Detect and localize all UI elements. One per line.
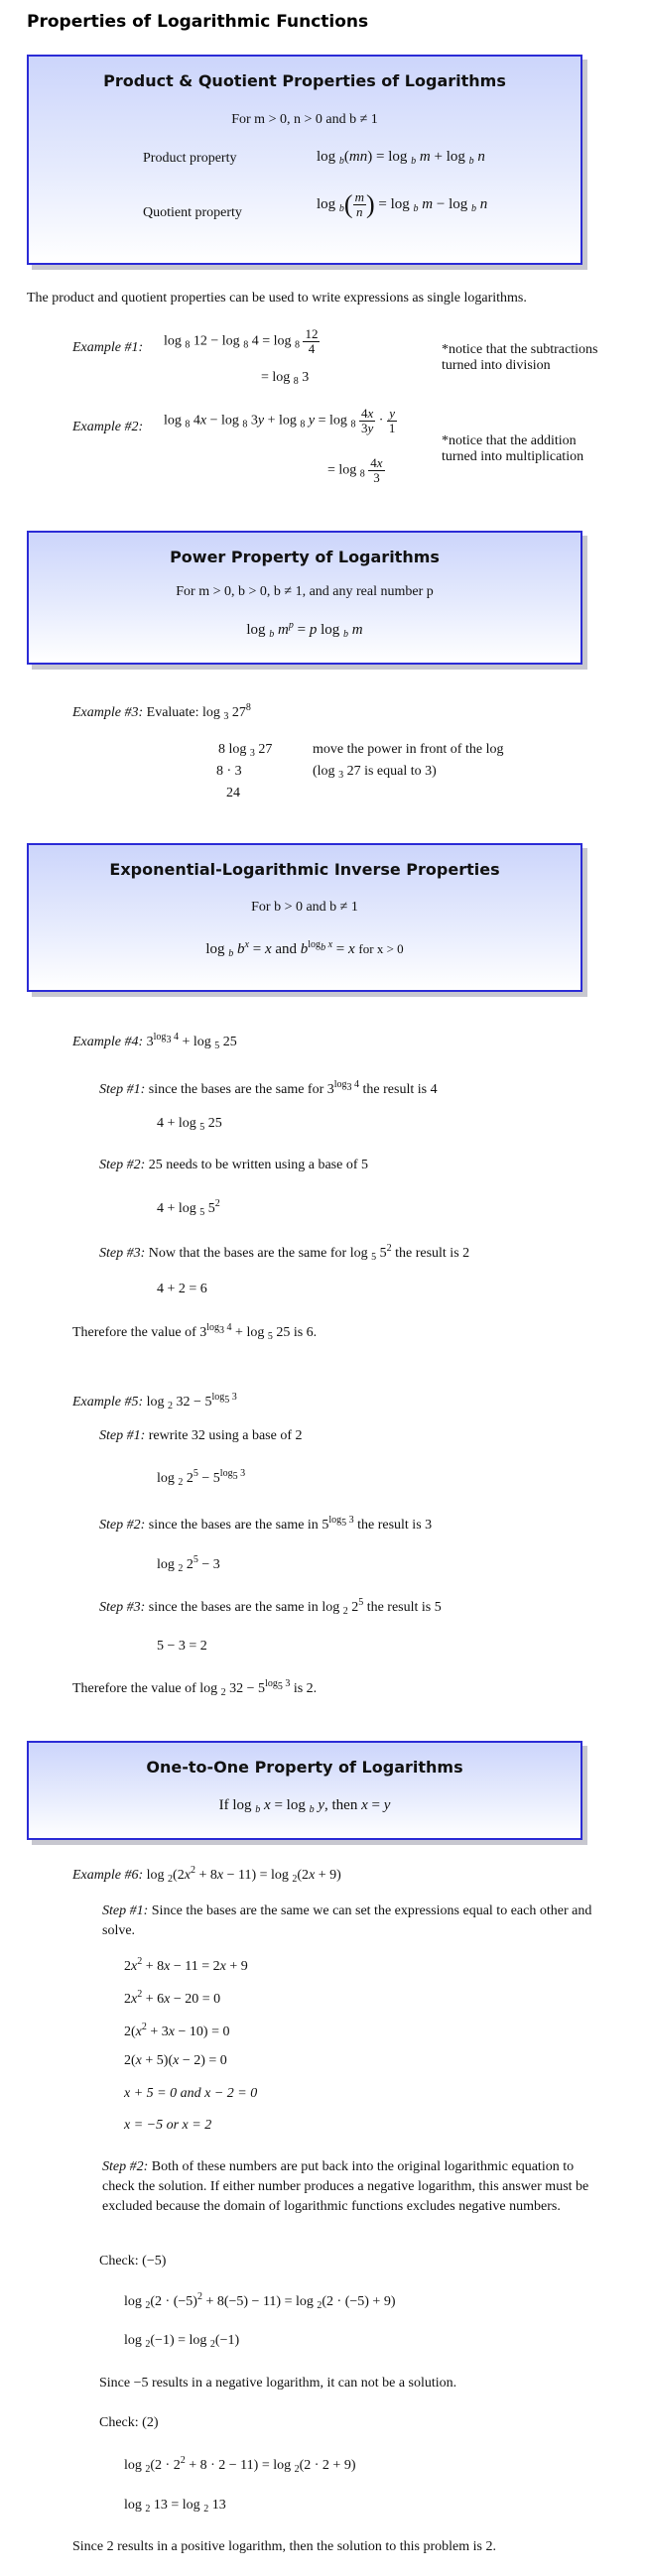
example-1-note: *notice that the subtractions turned into division bbox=[442, 342, 598, 373]
example-5-step-3-math: 5 − 3 = 2 bbox=[157, 1639, 207, 1654]
example-1-label: Example #1: bbox=[72, 340, 144, 355]
equation-row-1: $2x^2 + 8x - 11 = 2x + 9$ bbox=[124, 1956, 248, 1974]
example-5-header: Example #5: log $_2$ $32 - 5^{log_5 3}$ bbox=[72, 1392, 237, 1411]
example-5-step-2: Step #2: since the bases are the same in $5^{log_5 3}$ the result is 3 bbox=[99, 1515, 433, 1533]
page-title: Properties of Logarithmic Functions bbox=[27, 12, 369, 32]
check-1-line-1: $\log _2(2 \cdot (-5)^2 + 8(-5) - 11) = \log _2(2 \cdot (-5) + 9)$ bbox=[124, 2291, 396, 2311]
example-6-step-2: Step #2: Both of these numbers are put back into the original logarithmic equation to check the solution. If either number produces a negative logarithm, this answer must be excluded because the domain of logarithmic functions excludes negative numbers. bbox=[102, 2159, 589, 2214]
example-3-step-3: 24 bbox=[226, 786, 240, 800]
example-5-step-1-math: log $_2$ $2^5 - 5^{log_5 3}$ bbox=[157, 1468, 246, 1488]
example-3-header: Example #3: Evaluate: log $_3$ $27^8$ bbox=[72, 702, 251, 722]
product-property-formula: log $_b$(mn) = log $_b$ m + log $_b$ n bbox=[317, 149, 485, 167]
example-2-note: *notice that the addition turned into multiplication bbox=[442, 433, 584, 464]
product-quotient-property-box bbox=[27, 55, 582, 265]
check-2-line-1: $\log _2(2 \cdot 2^2 + 8 \cdot 2 - 11) = \log _2(2 \cdot 2 + 9)$ bbox=[124, 2455, 356, 2475]
inverse-properties-box bbox=[27, 843, 582, 992]
check-1-label: Check: (−5) bbox=[99, 2254, 167, 2269]
example-6-step-1: Step #1: Since the bases are the same we can set the expressions equal to each other and solve. bbox=[102, 1903, 592, 1938]
example-4-step-1: Step #1: since the bases are the same for $3^{log_3 4}$ the result is 4 bbox=[99, 1079, 438, 1097]
power-property-formula: log $_b$ $m^p = p$ log $_b$ m bbox=[246, 620, 363, 640]
power-property-box bbox=[27, 531, 582, 665]
one-to-one-property-box bbox=[27, 1741, 582, 1840]
example-4-step-3: Step #3: Now that the bases are the same for log $_5$ $5^2$ the result is 2 bbox=[99, 1243, 470, 1263]
example-2-math: log $_8$ 4x − log $_8$ 3y + log $_8$ y = log $_8$ $\frac{4x}{3y}$ · $\frac{y}{1}$ bbox=[164, 406, 396, 435]
check-1-line-2: log $_2$(−1) = log $_2$(−1) bbox=[124, 2333, 240, 2350]
example-3-note-1: move the power in front of the log bbox=[313, 742, 504, 757]
box-title: Product & Quotient Properties of Logarithms bbox=[103, 71, 506, 90]
example-5-conclusion: Therefore the value of log $_2$ $32 - 5^{log_5 3}$ is 2. bbox=[72, 1678, 318, 1698]
check-2-line-2: log $_2$ 13 = log $_2$ 13 bbox=[124, 2498, 226, 2515]
quotient-property-formula: log $_b$( $\frac{m}{n}$ ) = log $_b$ m − log $_b$ n bbox=[317, 189, 488, 219]
example-4-header: Example #4: $3^{log_3 4} + \log _5$ 25 bbox=[72, 1032, 237, 1051]
box-title: Exponential-Logarithmic Inverse Properties bbox=[109, 860, 500, 879]
example-5-step-2-math: log $_2$ $2^5 - 3$ bbox=[157, 1554, 220, 1574]
equation-row-6: x = −5 or x = 2 bbox=[124, 2118, 212, 2133]
equation-row-5: x + 5 = 0 and x − 2 = 0 bbox=[124, 2086, 258, 2101]
box-title: One-to-One Property of Logarithms bbox=[146, 1758, 463, 1777]
final-conclusion: Since 2 results in a positive logarithm, then the solution to this problem is 2. bbox=[72, 2539, 496, 2554]
example-2-label: Example #2: bbox=[72, 420, 144, 434]
box-title: Power Property of Logarithms bbox=[170, 548, 440, 566]
example-3-step-1: 8 log $_3$ 27 bbox=[218, 742, 273, 759]
box-condition: For b > 0 and b ≠ 1 bbox=[251, 900, 358, 915]
box-condition: For m > 0, b > 0, b ≠ 1, and any real number p bbox=[176, 584, 434, 599]
example-5-step-1: Step #1: rewrite 32 using a base of 2 bbox=[99, 1428, 303, 1443]
example-2-result: = log $_8$ $\frac{4x}{3}$ bbox=[327, 455, 383, 485]
intro-text: The product and quotient properties can be used to write expressions as single logarithms. bbox=[27, 291, 527, 306]
example-4-step-1-math: 4 + log $_5$ 25 bbox=[157, 1116, 222, 1133]
one-to-one-formula: If log $_b$ x = log $_b$ y, then x = y bbox=[218, 1797, 391, 1815]
check-2-label: Check: (2) bbox=[99, 2415, 159, 2430]
product-property-label: Product property bbox=[143, 151, 237, 166]
box-condition: For m > 0, n > 0 and b ≠ 1 bbox=[231, 112, 378, 127]
example-4-step-3-math: 4 + 2 = 6 bbox=[157, 1282, 207, 1296]
example-1-result: = log $_8$ 3 bbox=[261, 370, 310, 387]
example-4-conclusion: Therefore the value of $3^{log_3 4} + \log _5$ 25 is 6. bbox=[72, 1322, 318, 1342]
example-1-math: log $_8$ 12 − log $_8$ 4 = log $_8$ $\frac{12}{4}$ bbox=[164, 326, 319, 356]
example-3-note-2: (log $_3$ 27 is equal to 3) bbox=[313, 764, 437, 781]
equation-row-4: 2(x + 5)(x − 2) = 0 bbox=[124, 2053, 227, 2068]
example-4-step-2: Step #2: 25 needs to be written using a base of 5 bbox=[99, 1158, 368, 1172]
quotient-property-label: Quotient property bbox=[143, 205, 242, 220]
equation-row-2: $2x^2 + 6x - 20 = 0$ bbox=[124, 1989, 221, 2007]
check-1-conclusion: Since −5 results in a negative logarithm, it can not be a solution. bbox=[99, 2376, 457, 2391]
equation-row-3: $2(x^2 + 3x - 10) = 0$ bbox=[124, 2022, 230, 2039]
example-4-step-2-math: 4 + log $_5$ $5^2$ bbox=[157, 1198, 220, 1218]
example-3-step-2: 8 · 3 bbox=[216, 764, 242, 779]
example-6-header: Example #6: $\log _2(2x^2 + 8x - 11) = \log _2(2x + 9)$ bbox=[72, 1865, 341, 1885]
example-5-step-3: Step #3: since the bases are the same in log $_2$ $2^5$ the result is 5 bbox=[99, 1597, 442, 1617]
inverse-property-formulas: log $_b$ $b^x = x$ and $b^{log_b x} = x$ for x > 0 bbox=[205, 939, 404, 959]
